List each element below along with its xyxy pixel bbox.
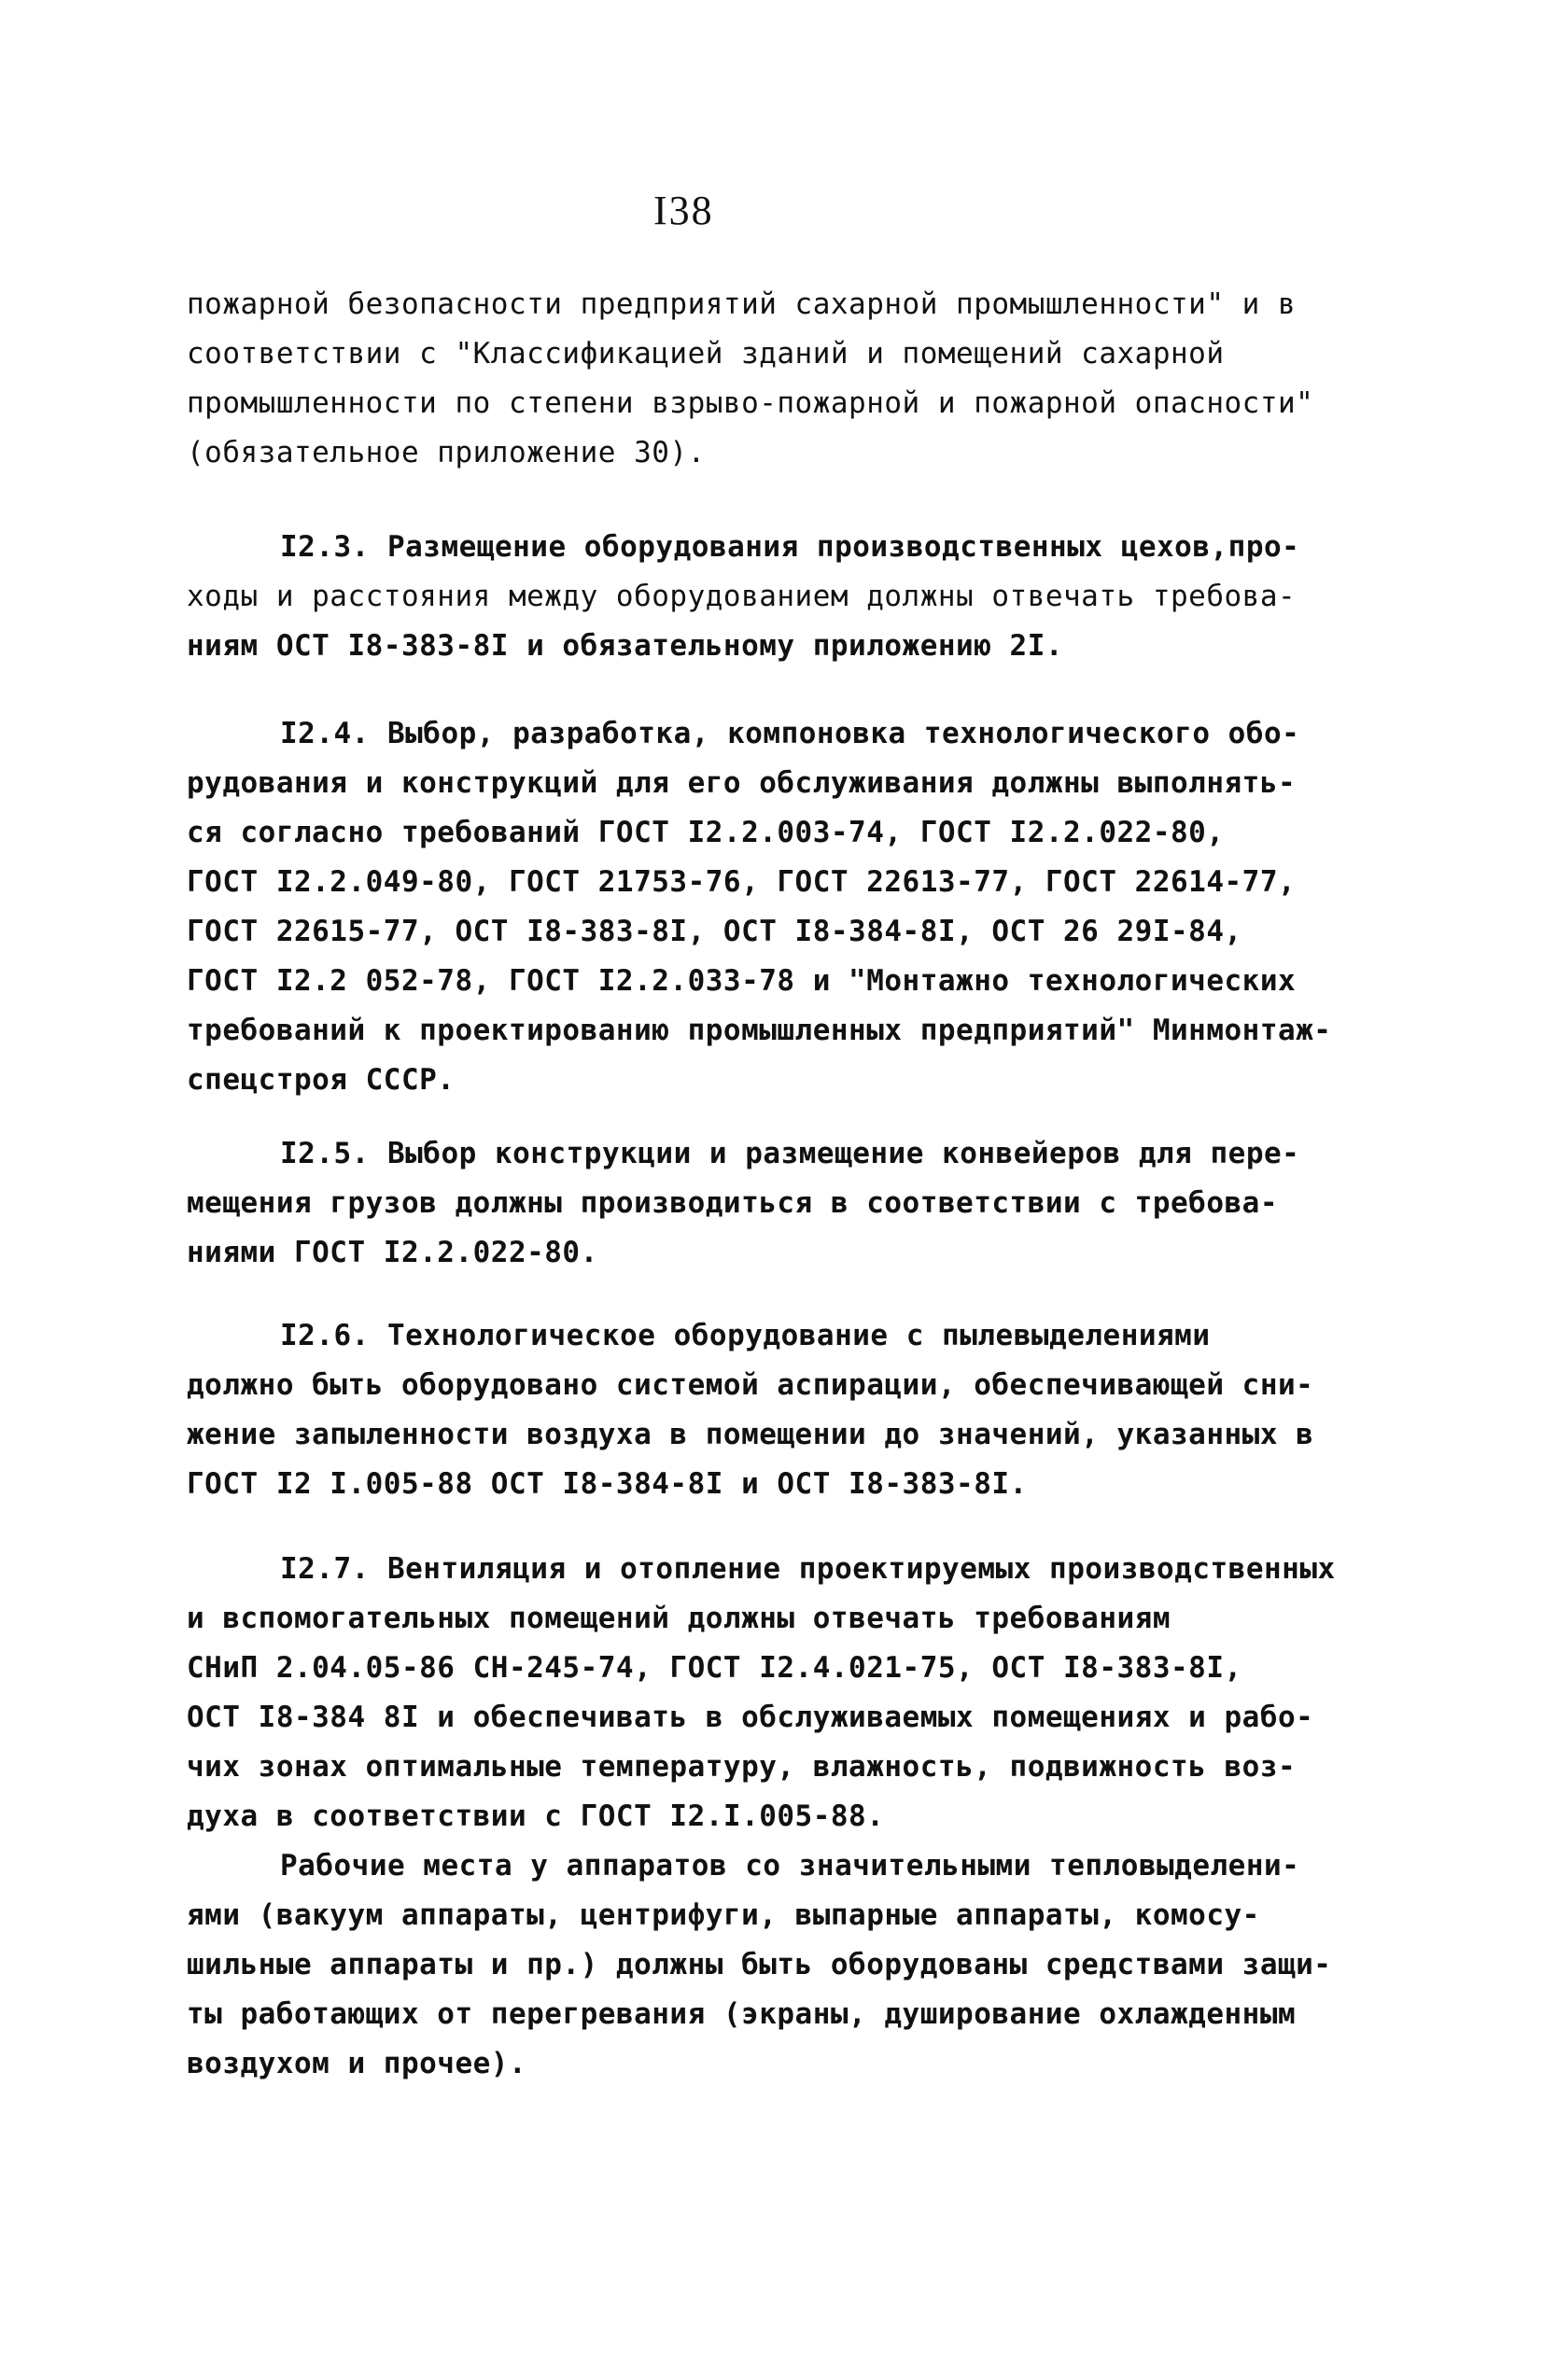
text-line: ГОСТ I2 I.005-88 ОСТ I8-384-8I и ОСТ I8-383-8I. — [187, 1467, 1028, 1501]
text-line: должно быть оборудовано системой аспирации, обеспечивающей сни- — [187, 1368, 1314, 1402]
text-line: требований к проектированию промышленных предприятий" Минмонтаж- — [187, 1014, 1332, 1047]
text-line: ниям ОСТ I8-383-8I и обязательному приложению 2I. — [187, 629, 1064, 663]
text-line: чих зонах оптимальные температуру, влажность, подвижность воз- — [187, 1750, 1297, 1784]
text-line: ниями ГОСТ I2.2.022-80. — [187, 1236, 598, 1269]
text-line: СНиП 2.04.05-86 СН-245-74, ГОСТ I2.4.021-75, ОСТ I8-383-8I, — [187, 1651, 1242, 1685]
text-line: ОСТ I8-384 8I и обеспечивать в обслуживаемых помещениях и рабо- — [187, 1701, 1314, 1734]
text-line: жение запыленности воздуха в помещении до значений, указанных в — [187, 1418, 1314, 1451]
paragraph-12-5 — [187, 1129, 1400, 1278]
text-line: I2.3. Размещение оборудования производственных цехов,про- — [280, 530, 1300, 564]
text-line: духа в соответствии с ГОСТ I2.I.005-88. — [187, 1799, 885, 1833]
text-line: пожарной безопасности предприятий сахарной промышленности" и в — [187, 287, 1297, 321]
text-line: воздухом и прочее). — [187, 2047, 527, 2080]
paragraph-12-6 — [187, 1311, 1400, 1509]
text-line: мещения грузов должны производиться в соответствии с требова- — [187, 1186, 1278, 1220]
text-line: рудования и конструкций для его обслуживания должны выполнять- — [187, 766, 1297, 800]
text-line: Рабочие места у аппаратов со значительными тепловыделени- — [280, 1849, 1300, 1883]
text-line: I2.7. Вентиляция и отопление проектируемых производственных — [280, 1552, 1336, 1586]
paragraph-12-7 — [187, 1545, 1400, 2089]
text-line: шильные аппараты и пр.) должны быть оборудованы средствами защи- — [187, 1948, 1332, 1981]
paragraph-12-4 — [187, 709, 1400, 1105]
text-line: ями (вакуум аппараты, центрифуги, выпарные аппараты, комосу- — [187, 1898, 1260, 1932]
text-line: и вспомогательных помещений должны отвечать требованиям — [187, 1602, 1171, 1635]
text-line: (обязательное приложение 30). — [187, 436, 706, 469]
text-line: ГОСТ I2.2.049-80, ГОСТ 21753-76, ГОСТ 22613-77, ГОСТ 22614-77, — [187, 865, 1297, 899]
text-line: промышленности по степени взрыво-пожарной и пожарной опасности" — [187, 386, 1314, 420]
text-line: I2.4. Выбор, разработка, компоновка технологического обо- — [280, 717, 1300, 750]
text-line: соответствии с "Классификацией зданий и помещений сахарной — [187, 337, 1225, 371]
text-line: ходы и расстояния между оборудованием должны отвечать требова- — [187, 580, 1297, 613]
text-line: I2.5. Выбор конструкции и размещение конвейеров для пере- — [280, 1137, 1300, 1170]
page-number: I38 — [653, 188, 714, 233]
text-line: ГОСТ I2.2 052-78, ГОСТ I2.2.033-78 и "Монтажно технологических — [187, 964, 1297, 998]
paragraph-intro — [187, 280, 1400, 478]
text-line: ся согласно требований ГОСТ I2.2.003-74, ГОСТ I2.2.022-80, — [187, 816, 1225, 849]
paragraph-12-3 — [187, 523, 1400, 671]
text-line: спецстроя СССР. — [187, 1063, 456, 1097]
text-line: ты работающих от перегревания (экраны, душирование охлажденным — [187, 1997, 1297, 2031]
text-line: I2.6. Технологическое оборудование с пылевыделениями — [280, 1319, 1211, 1352]
text-line: ГОСТ 22615-77, ОСТ I8-383-8I, ОСТ I8-384-8I, ОСТ 26 29I-84, — [187, 915, 1242, 948]
